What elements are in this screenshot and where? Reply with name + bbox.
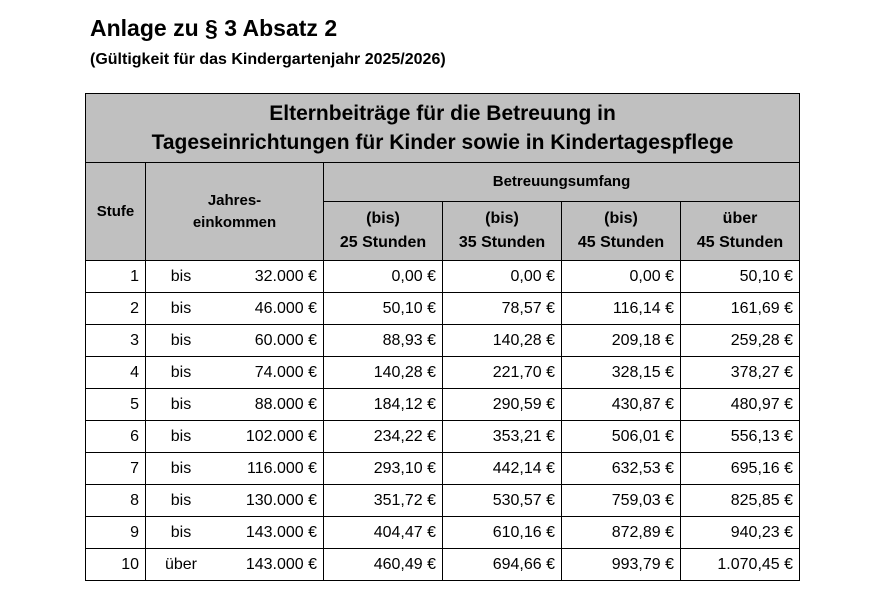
stufe-cell: 9: [86, 517, 146, 549]
table-title-line1: Elternbeiträge für die Betreuung in: [269, 102, 616, 125]
income-value: 143.000 €: [245, 556, 317, 573]
fee-cell: 328,15 €: [562, 357, 681, 389]
table-title: [86, 94, 800, 163]
fee-cell: 480,97 €: [681, 389, 800, 421]
fee-cell: 184,12 €: [324, 389, 443, 421]
table-row: [86, 389, 800, 421]
fee-cell: 695,16 €: [681, 453, 800, 485]
fee-cell: 825,85 €: [681, 485, 800, 517]
table-row: [86, 549, 800, 581]
fee-cell: 530,57 €: [443, 485, 562, 517]
col-header-income-line1: Jahres-: [207, 191, 262, 209]
income-cell: [146, 357, 324, 389]
sub-col-line2: 45 Stunden: [696, 234, 784, 251]
sub-col-line1: (bis): [366, 210, 400, 227]
income-cell: [146, 261, 324, 293]
sub-col-header: [443, 202, 562, 261]
table-title-line2: Tageseinrichtungen für Kinder sowie in Kindertagespflege: [151, 131, 734, 154]
fee-cell: 940,23 €: [681, 517, 800, 549]
document-subtitle: (Gültigkeit für das Kindergartenjahr 2025/2026): [90, 51, 446, 68]
col-header-income: [146, 163, 324, 261]
income-cell: [146, 325, 324, 357]
fee-cell: 759,03 €: [562, 485, 681, 517]
fee-cell: 556,13 €: [681, 421, 800, 453]
income-cell: [146, 389, 324, 421]
fee-cell: 0,00 €: [324, 261, 443, 293]
fee-cell: 353,21 €: [443, 421, 562, 453]
table-row: [86, 357, 800, 389]
fee-cell: 50,10 €: [681, 261, 800, 293]
stufe-cell: 8: [86, 485, 146, 517]
income-qualifier: bis: [170, 428, 192, 445]
fee-cell: 161,69 €: [681, 293, 800, 325]
income-value: 46.000 €: [254, 300, 317, 317]
income-qualifier: bis: [170, 332, 192, 349]
fee-cell: 0,00 €: [443, 261, 562, 293]
sub-col-line2: 45 Stunden: [577, 234, 665, 251]
document-title: Anlage zu § 3 Absatz 2: [90, 15, 338, 41]
fee-cell: 351,72 €: [324, 485, 443, 517]
stufe-cell: 3: [86, 325, 146, 357]
income-value: 88.000 €: [254, 396, 317, 413]
fee-cell: 290,59 €: [443, 389, 562, 421]
table-row: [86, 485, 800, 517]
stufe-cell: 7: [86, 453, 146, 485]
fee-cell: 50,10 €: [324, 293, 443, 325]
table-row: [86, 517, 800, 549]
income-qualifier: über: [164, 556, 198, 573]
income-cell: [146, 517, 324, 549]
income-value: 116.000 €: [247, 460, 317, 477]
fee-cell: 293,10 €: [324, 453, 443, 485]
col-header-income-line2: einkommen: [192, 213, 277, 231]
income-value: 143.000 €: [245, 524, 317, 541]
fee-cell: 378,27 €: [681, 357, 800, 389]
fee-cell: 506,01 €: [562, 421, 681, 453]
sub-col-line1: über: [722, 210, 758, 227]
fee-cell: 694,66 €: [443, 549, 562, 581]
sub-col-line2: 35 Stunden: [458, 234, 546, 251]
income-qualifier: bis: [170, 396, 192, 413]
fee-cell: 404,47 €: [324, 517, 443, 549]
sub-col-line2: 25 Stunden: [339, 234, 427, 251]
fee-table: [85, 93, 800, 581]
sub-col-line1: (bis): [485, 210, 519, 227]
income-value: 74.000 €: [254, 364, 317, 381]
fee-cell: 872,89 €: [562, 517, 681, 549]
income-qualifier: bis: [170, 300, 192, 317]
fee-cell: 460,49 €: [324, 549, 443, 581]
fee-cell: 442,14 €: [443, 453, 562, 485]
income-qualifier: bis: [170, 460, 192, 477]
fee-cell: 1.070,45 €: [681, 549, 800, 581]
fee-cell: 632,53 €: [562, 453, 681, 485]
income-qualifier: bis: [170, 364, 192, 381]
income-cell: [146, 421, 324, 453]
table-row: [86, 453, 800, 485]
income-value: 32.000 €: [254, 268, 317, 285]
income-qualifier: bis: [170, 524, 192, 541]
income-cell: [146, 549, 324, 581]
stufe-cell: 5: [86, 389, 146, 421]
fee-cell: 610,16 €: [443, 517, 562, 549]
stufe-cell: 4: [86, 357, 146, 389]
income-cell: [146, 453, 324, 485]
sub-col-line1: (bis): [604, 210, 638, 227]
stufe-cell: 1: [86, 261, 146, 293]
fee-cell: 116,14 €: [562, 293, 681, 325]
fee-cell: 140,28 €: [324, 357, 443, 389]
income-cell: [146, 485, 324, 517]
stufe-cell: 10: [86, 549, 146, 581]
fee-cell: 259,28 €: [681, 325, 800, 357]
income-qualifier: bis: [170, 268, 192, 285]
fee-cell: 140,28 €: [443, 325, 562, 357]
fee-cell: 993,79 €: [562, 549, 681, 581]
col-header-stufe: Stufe: [86, 163, 146, 261]
stufe-cell: 2: [86, 293, 146, 325]
col-group-header: Betreuungsumfang: [324, 163, 800, 202]
fee-cell: 221,70 €: [443, 357, 562, 389]
income-cell: [146, 293, 324, 325]
sub-col-header: [324, 202, 443, 261]
table-row: [86, 325, 800, 357]
sub-col-header: [681, 202, 800, 261]
table-row: [86, 421, 800, 453]
fee-cell: 78,57 €: [443, 293, 562, 325]
income-value: 130.000 €: [245, 492, 317, 509]
table-body: [86, 261, 800, 581]
fee-cell: 88,93 €: [324, 325, 443, 357]
income-qualifier: bis: [170, 492, 192, 509]
fee-cell: 0,00 €: [562, 261, 681, 293]
fee-cell: 234,22 €: [324, 421, 443, 453]
sub-col-header: [562, 202, 681, 261]
fee-cell: 430,87 €: [562, 389, 681, 421]
stufe-cell: 6: [86, 421, 146, 453]
income-value: 60.000 €: [254, 332, 317, 349]
income-value: 102.000 €: [245, 428, 317, 445]
table-row: [86, 293, 800, 325]
fee-cell: 209,18 €: [562, 325, 681, 357]
table-row: [86, 261, 800, 293]
